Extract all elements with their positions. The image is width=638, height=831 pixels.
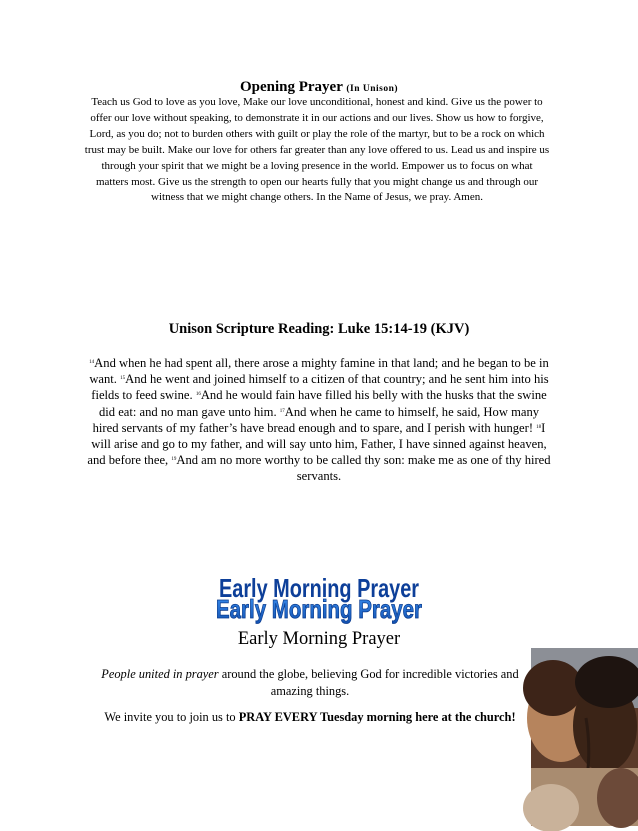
verse-text: And he went and joined himself to a citizen of that country; and he sent him into his fields to feed swine.	[91, 372, 549, 403]
verse-number: 18	[536, 424, 542, 430]
verse-number: 17	[279, 408, 285, 414]
verse-text: And he would fain have filled his belly with the husks that the swine did eat: and no man gave unto him.	[98, 388, 547, 419]
verse-text: And am no more worthy to be called thy son: make me as one of thy hired servants.	[176, 453, 551, 484]
verse	[171, 453, 550, 483]
early-morning-prayer-banner-logo	[207, 573, 431, 624]
opening-prayer-text: Teach us God to love as you love, Make our love unconditional, honest and kind. Give us the power to offer our love without speaking, to demonstrate it in our actions and our lives. Show us how to forgive, Lord, as you do; not to burden others with guilt or play the role of the martyr, but to be a rock on which trust may be built. Make our love for others far greater than any love offered to us. Lead us and inspire us through your spirit that we might be a loving presence in the world. Empower us to focus on what matters most. Give us the strength to open our hearts fully that you might change us and through our witness that we might change others. In the Name of Jesus, we pray. Amen.	[84, 96, 550, 204]
scripture-title: Unison Scripture Reading: Luke 15:14-19 (KJV)	[168, 321, 470, 337]
praying-women-photo	[531, 648, 638, 826]
invite-bold: PRAY EVERY Tuesday morning here at the church!	[238, 710, 516, 724]
people-united-rest: around the globe, believing God for incredible victories and amazing things.	[218, 667, 519, 698]
opening-prayer-subtitle: (In Unison)	[346, 84, 399, 94]
verse-text: And when he had spent all, there arose a mighty famine in that land; and he began to be in want.	[89, 356, 549, 387]
verse-text: I will arise and go to my father, and will say unto him, Father, I have sinned against heaven, and before thee,	[87, 420, 547, 468]
invitation-text	[80, 710, 540, 725]
verse-text: And when he came to himself, he said, How many hired servants of my father’s have bread enough and to spare, and I perish with hunger!	[92, 404, 540, 435]
verse-number: 15	[120, 376, 126, 382]
scripture-text	[86, 355, 552, 485]
opening-prayer-title	[0, 79, 638, 96]
opening-prayer-heading: Opening Prayer	[239, 79, 343, 95]
wordart-banner	[207, 573, 431, 624]
photo-illustration	[531, 648, 638, 826]
invite-prefix: We invite you to join us to	[104, 710, 239, 724]
verse-number: 16	[195, 392, 201, 398]
verse-number: 14	[89, 360, 95, 365]
early-morning-prayer-title: Early Morning Prayer	[237, 629, 401, 649]
verse-number: 19	[171, 457, 177, 463]
banner-shadow-text: Early Morning Prayer	[219, 573, 419, 603]
banner-main-text: Early Morning Prayer	[216, 594, 422, 624]
prayer-description	[90, 666, 530, 699]
people-united-italic: People united in prayer	[101, 667, 219, 681]
